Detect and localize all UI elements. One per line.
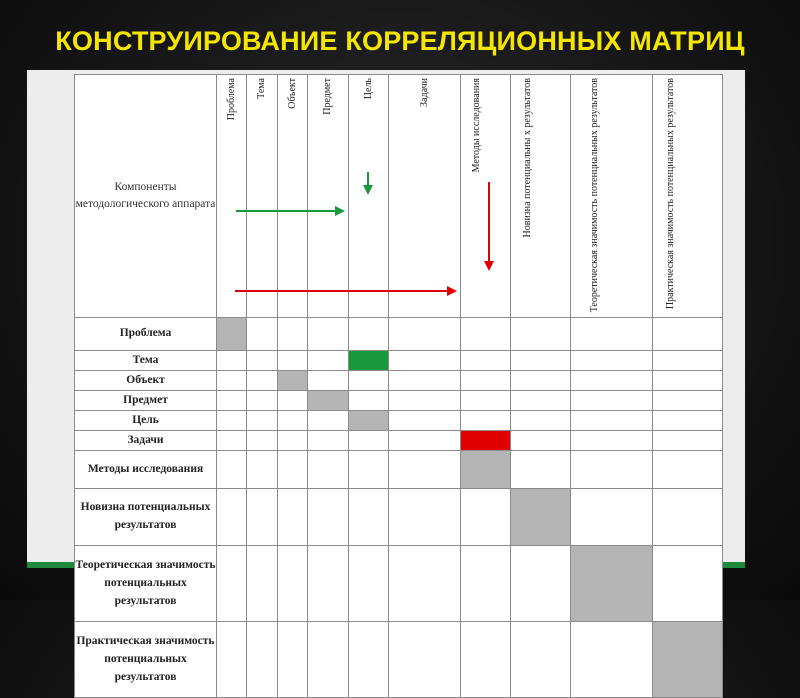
matrix-cell	[389, 351, 461, 371]
header-row	[75, 75, 723, 318]
matrix-cell	[247, 351, 278, 371]
matrix-row	[75, 546, 723, 622]
matrix-cell	[349, 489, 389, 546]
column-header: Цель	[349, 75, 389, 318]
matrix-cell	[653, 622, 723, 698]
matrix-cell	[308, 411, 349, 431]
column-header: Методы исследования	[461, 75, 511, 318]
matrix-cell	[217, 546, 247, 622]
matrix-cell	[511, 391, 571, 411]
matrix-cell	[511, 371, 571, 391]
matrix-cell	[247, 451, 278, 489]
matrix-cell	[653, 489, 723, 546]
matrix-cell	[571, 489, 653, 546]
column-header: Теоретическая значимость потенциальных результатов	[571, 75, 653, 318]
matrix-cell	[278, 411, 308, 431]
matrix-cell	[278, 431, 308, 451]
matrix-cell	[389, 622, 461, 698]
matrix-cell	[217, 371, 247, 391]
matrix-cell	[217, 411, 247, 431]
matrix-cell	[653, 371, 723, 391]
matrix-cell	[571, 431, 653, 451]
matrix-cell	[308, 489, 349, 546]
matrix-cell	[571, 451, 653, 489]
column-header: Задачи	[389, 75, 461, 318]
matrix-cell	[653, 391, 723, 411]
matrix-cell	[461, 318, 511, 351]
matrix-cell	[461, 622, 511, 698]
matrix-cell	[278, 351, 308, 371]
matrix-row	[75, 371, 723, 391]
matrix-cell	[349, 391, 389, 411]
matrix-cell	[308, 431, 349, 451]
matrix-cell	[389, 546, 461, 622]
column-header: Объект	[278, 75, 308, 318]
matrix-cell	[217, 451, 247, 489]
matrix-cell	[653, 546, 723, 622]
matrix-cell	[217, 622, 247, 698]
matrix-cell	[247, 489, 278, 546]
matrix-cell	[247, 546, 278, 622]
matrix-cell	[217, 351, 247, 371]
matrix-cell	[247, 391, 278, 411]
matrix-cell	[653, 411, 723, 431]
row-header: Методы исследования	[75, 451, 217, 489]
matrix-cell	[217, 318, 247, 351]
matrix-cell	[461, 451, 511, 489]
matrix-cell	[389, 371, 461, 391]
matrix-cell	[217, 489, 247, 546]
matrix-cell	[308, 351, 349, 371]
matrix-cell	[278, 451, 308, 489]
matrix-cell	[308, 451, 349, 489]
matrix-cell	[349, 318, 389, 351]
matrix-cell	[571, 622, 653, 698]
matrix-cell	[571, 318, 653, 351]
matrix-cell	[278, 391, 308, 411]
matrix-cell	[389, 411, 461, 431]
matrix-cell	[389, 391, 461, 411]
matrix-cell	[571, 371, 653, 391]
matrix-cell	[511, 451, 571, 489]
matrix-cell	[389, 489, 461, 546]
row-header: Объект	[75, 371, 217, 391]
matrix-cell	[278, 546, 308, 622]
matrix-cell	[511, 622, 571, 698]
matrix-cell	[653, 431, 723, 451]
matrix-cell	[278, 318, 308, 351]
matrix-cell	[653, 451, 723, 489]
matrix-cell	[349, 371, 389, 391]
matrix-cell	[308, 391, 349, 411]
row-header: Теоретическая значимость потенциальных результатов	[75, 546, 217, 622]
matrix-cell	[247, 622, 278, 698]
matrix-cell	[461, 489, 511, 546]
matrix-cell	[349, 546, 389, 622]
matrix-cell	[653, 318, 723, 351]
row-header: Проблема	[75, 318, 217, 351]
matrix-row	[75, 318, 723, 351]
matrix-row	[75, 391, 723, 411]
slide-title: КОНСТРУИРОВАНИЕ КОРРЕЛЯЦИОННЫХ МАТРИЦ	[55, 26, 745, 56]
matrix-row	[75, 451, 723, 489]
row-header: Практическая значимость потенциальных результатов	[75, 622, 217, 698]
row-header: Задачи	[75, 431, 217, 451]
matrix-cell	[389, 318, 461, 351]
matrix-cell	[511, 411, 571, 431]
matrix-row	[75, 351, 723, 371]
matrix-cell	[571, 351, 653, 371]
matrix-cell	[247, 318, 278, 351]
matrix-cell	[511, 546, 571, 622]
matrix-cell	[349, 451, 389, 489]
matrix-cell	[461, 391, 511, 411]
matrix-row	[75, 622, 723, 698]
matrix-cell	[461, 546, 511, 622]
row-header: Тема	[75, 351, 217, 371]
matrix-cell	[278, 489, 308, 546]
correlation-matrix	[74, 74, 723, 698]
matrix-cell	[349, 411, 389, 431]
matrix-row	[75, 431, 723, 451]
matrix-cell	[308, 622, 349, 698]
matrix-cell	[217, 431, 247, 451]
column-header: Предмет	[308, 75, 349, 318]
correlation-cell-red	[461, 431, 511, 451]
matrix-cell	[571, 411, 653, 431]
matrix-cell	[349, 431, 389, 451]
matrix-cell	[511, 489, 571, 546]
matrix-cell	[461, 411, 511, 431]
matrix-cell	[389, 451, 461, 489]
row-header: Цель	[75, 411, 217, 431]
matrix-cell	[247, 411, 278, 431]
row-header: Предмет	[75, 391, 217, 411]
matrix-cell	[653, 351, 723, 371]
matrix-cell	[308, 546, 349, 622]
matrix-cell	[247, 371, 278, 391]
matrix-cell	[511, 351, 571, 371]
matrix-cell	[278, 371, 308, 391]
column-header: Проблема	[217, 75, 247, 318]
matrix-cell	[461, 371, 511, 391]
matrix-cell	[461, 351, 511, 371]
matrix-cell	[511, 431, 571, 451]
matrix-cell	[571, 391, 653, 411]
matrix-cell	[308, 318, 349, 351]
matrix-row	[75, 489, 723, 546]
matrix-row	[75, 411, 723, 431]
matrix-cell	[571, 546, 653, 622]
matrix-cell	[278, 622, 308, 698]
matrix-cell	[349, 622, 389, 698]
matrix-cell	[389, 431, 461, 451]
correlation-cell-green	[349, 351, 389, 371]
corner-header: Компоненты методологического аппарата	[75, 75, 217, 318]
matrix-cell	[217, 391, 247, 411]
matrix-cell	[247, 431, 278, 451]
column-header: Тема	[247, 75, 278, 318]
matrix-cell	[511, 318, 571, 351]
matrix-cell	[308, 371, 349, 391]
column-header: Практическая значимость потенциальных результатов	[653, 75, 723, 318]
column-header: Новизна потенциальны х результатов	[511, 75, 571, 318]
row-header: Новизна потенциальных результатов	[75, 489, 217, 546]
